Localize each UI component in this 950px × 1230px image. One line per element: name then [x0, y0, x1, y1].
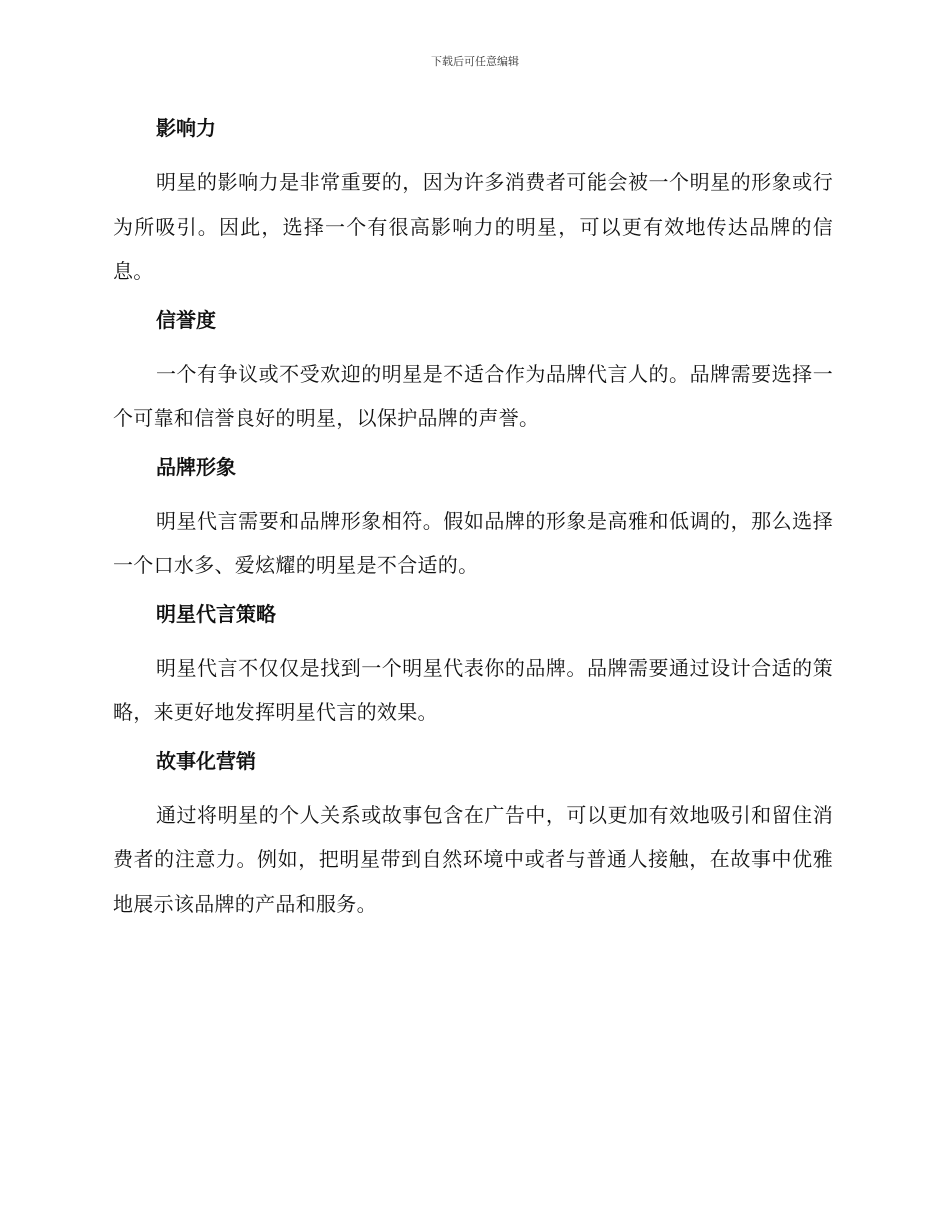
section-paragraph: 通过将明星的个人关系或故事包含在广告中，可以更加有效地吸引和留住消费者的注意力。例如，把明星带到自然环境中或者与普通人接触，在故事中优雅地展示该品牌的产品和服务。	[113, 802, 833, 916]
page-header: 下载后可任意编辑	[431, 55, 519, 68]
section-heading: 故事化营销	[156, 748, 256, 773]
section-paragraph: 明星代言不仅仅是找到一个明星代表你的品牌。品牌需要通过设计合适的策略，来更好地发挥明星代言的效果。	[113, 655, 833, 724]
section-heading: 明星代言策略	[156, 601, 276, 626]
section-heading: 品牌形象	[156, 454, 236, 479]
section-influence	[113, 108, 833, 294]
section-credibility	[113, 300, 833, 441]
section-paragraph: 一个有争议或不受欢迎的明星是不适合作为品牌代言人的。品牌需要选择一个可靠和信誉良好的明星，以保护品牌的声誉。	[113, 361, 833, 430]
section-brand-image	[113, 447, 833, 588]
section-storytelling-marketing	[113, 741, 833, 927]
document-body	[113, 108, 833, 932]
section-paragraph: 明星的影响力是非常重要的，因为许多消费者可能会被一个明星的形象或行为所吸引。因此，选择一个有很高影响力的明星，可以更有效地传达品牌的信息。	[113, 170, 833, 283]
section-paragraph: 明星代言需要和品牌形象相符。假如品牌的形象是高雅和低调的，那么选择一个口水多、爱炫耀的明星是不合适的。	[113, 508, 833, 577]
section-heading: 信誉度	[156, 307, 216, 332]
section-endorsement-strategy	[113, 594, 833, 735]
section-heading: 影响力	[156, 116, 216, 140]
